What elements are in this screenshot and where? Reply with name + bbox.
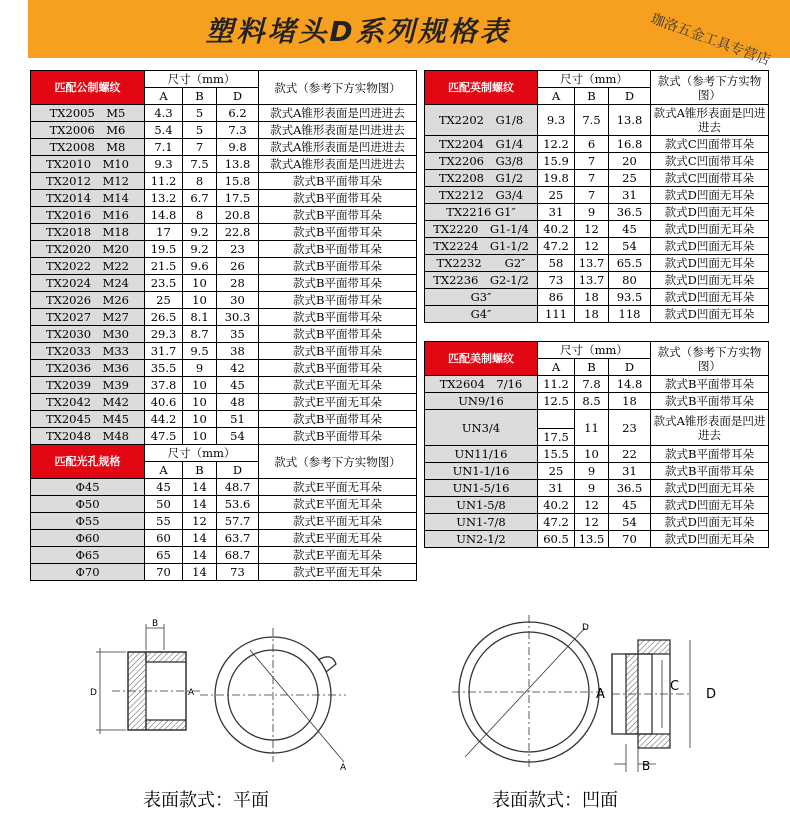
spec-code: TX2012 M12 [31, 173, 145, 190]
spec-b: 11 [575, 410, 609, 446]
col-a-header: A [145, 462, 183, 479]
spec-a: 35.5 [145, 360, 183, 377]
spec-d: 45 [609, 497, 651, 514]
spec-b: 18 [575, 289, 609, 306]
spec-b: 9.2 [183, 224, 217, 241]
spec-a: 47.5 [145, 428, 183, 445]
spec-code: TX2036 M36 [31, 360, 145, 377]
spec-a: 11.2 [538, 376, 575, 393]
spec-code: UN11/16 [425, 446, 538, 463]
spec-style: 款式D凹面无耳朵 [651, 497, 769, 514]
spec-style: 款式D凹面无耳朵 [651, 221, 769, 238]
spec-d: 16.8 [609, 136, 651, 153]
spec-style: 款式A锥形表面是凹进进去 [259, 105, 417, 122]
spec-d: 7.3 [217, 122, 259, 139]
spec-code: TX2208 G1/2 [425, 170, 538, 187]
style-header: 款式（参考下方实物图） [651, 342, 769, 376]
spec-style: 款式B平面带耳朵 [259, 360, 417, 377]
spec-d: 45 [217, 377, 259, 394]
spec-d: 53.6 [217, 496, 259, 513]
spec-style: 款式B平面带耳朵 [651, 393, 769, 410]
spec-a: 5.4 [145, 122, 183, 139]
flat-label-b: B [152, 619, 159, 629]
spec-style: 款式C凹面带耳朵 [651, 136, 769, 153]
spec-d: 65.5 [609, 255, 651, 272]
spec-d: 68.7 [217, 547, 259, 564]
spec-style: 款式E平面无耳朵 [259, 377, 417, 394]
spec-a: 25 [538, 187, 575, 204]
spec-b: 12 [183, 513, 217, 530]
concave-label-a: A [596, 687, 605, 702]
spec-a: 17.5 [538, 429, 575, 446]
size-header: 尺寸（mm） [145, 71, 259, 88]
spec-d: 6.2 [217, 105, 259, 122]
spec-a: 60 [145, 530, 183, 547]
spec-a: 12.2 [538, 136, 575, 153]
spec-d: 26 [217, 258, 259, 275]
spec-a: 12.5 [538, 393, 575, 410]
spec-d: 13.8 [609, 105, 651, 136]
spec-b: 12 [575, 238, 609, 255]
caption-concave: 表面款式：凹面 [492, 790, 618, 811]
concave-front-view [452, 615, 606, 770]
spec-code: UN1-5/8 [425, 497, 538, 514]
flat-front-label-a: A [340, 763, 347, 773]
spec-a: 26.5 [145, 309, 183, 326]
spec-style: 款式E平面无耳朵 [259, 530, 417, 547]
spec-d: 20 [609, 153, 651, 170]
spec-style: 款式B平面带耳朵 [259, 326, 417, 343]
spec-style: 款式E平面无耳朵 [259, 496, 417, 513]
spec-style: 款式D凹面无耳朵 [651, 480, 769, 497]
spec-d: 30.3 [217, 309, 259, 326]
spec-a: 7.1 [145, 139, 183, 156]
spec-style: 款式B平面带耳朵 [651, 446, 769, 463]
spec-code: TX2204 G1/4 [425, 136, 538, 153]
spec-style: 款式B平面带耳朵 [259, 292, 417, 309]
spec-code: TX2236 G2-1/2 [425, 272, 538, 289]
spec-style: 款式D凹面无耳朵 [651, 255, 769, 272]
spec-style: 款式A锥形表面是凹进进去 [651, 105, 769, 136]
spec-d: 31 [609, 463, 651, 480]
spec-code: TX2027 M27 [31, 309, 145, 326]
spec-a: 31 [538, 480, 575, 497]
spec-code: TX2220 G1-1/4 [425, 221, 538, 238]
spec-d: 28 [217, 275, 259, 292]
spec-b: 7.8 [575, 376, 609, 393]
spec-b: 9 [575, 204, 609, 221]
spec-b: 12 [575, 514, 609, 531]
spec-b: 7.5 [575, 105, 609, 136]
spec-a: 9.3 [538, 105, 575, 136]
spec-style: 款式B平面带耳朵 [651, 463, 769, 480]
concave-label-b: B [642, 759, 651, 773]
spec-d: 80 [609, 272, 651, 289]
spec-style: 款式D凹面无耳朵 [651, 531, 769, 548]
style-header: 款式（参考下方实物图） [651, 71, 769, 105]
spec-a: 37.8 [145, 377, 183, 394]
spec-b: 7 [575, 153, 609, 170]
spec-code: TX2022 M22 [31, 258, 145, 275]
spec-a: 86 [538, 289, 575, 306]
spec-b: 10 [183, 292, 217, 309]
spec-a: 70 [145, 564, 183, 581]
col-b-header: B [183, 88, 217, 105]
spec-code: TX2232 G2″ [425, 255, 538, 272]
spec-d: 30 [217, 292, 259, 309]
spec-b: 10 [183, 411, 217, 428]
spec-a: 9.3 [145, 156, 183, 173]
spec-a: 58 [538, 255, 575, 272]
spec-b: 10 [183, 394, 217, 411]
spec-b: 7.5 [183, 156, 217, 173]
spec-b: 13.7 [575, 255, 609, 272]
spec-b: 6.7 [183, 190, 217, 207]
col-b-header: B [183, 462, 217, 479]
spec-d: 73 [217, 564, 259, 581]
spec-a: 17 [145, 224, 183, 241]
spec-code: Φ65 [31, 547, 145, 564]
flat-label-d: D [90, 688, 97, 698]
spec-b: 9 [183, 360, 217, 377]
spec-a: 50 [145, 496, 183, 513]
spec-b: 7 [575, 187, 609, 204]
spec-code: UN1-1/16 [425, 463, 538, 480]
spec-d: 42 [217, 360, 259, 377]
spec-code: UN9/16 [425, 393, 538, 410]
spec-code: TX2020 M20 [31, 241, 145, 258]
spec-code: TX2206 G3/8 [425, 153, 538, 170]
spec-code: Φ70 [31, 564, 145, 581]
spec-d: 15.8 [217, 173, 259, 190]
spec-code: TX2202 G1/8 [425, 105, 538, 136]
spec-style: 款式B平面带耳朵 [259, 428, 417, 445]
spec-b: 9.2 [183, 241, 217, 258]
spec-d: 20.8 [217, 207, 259, 224]
spec-d: 18 [609, 393, 651, 410]
spec-code: TX2045 M45 [31, 411, 145, 428]
spec-b: 12 [575, 497, 609, 514]
spec-code: TX2216 G1″ [425, 204, 538, 221]
spec-b: 9.6 [183, 258, 217, 275]
spec-code: TX2212 G3/4 [425, 187, 538, 204]
spec-a: 40.2 [538, 221, 575, 238]
spec-style: 款式A锥形表面是凹进进去 [651, 410, 769, 446]
concave-label-d: D [706, 687, 717, 702]
spec-style: 款式A锥形表面是凹进进去 [259, 156, 417, 173]
flat-side-view [96, 624, 200, 734]
spec-a: 44.2 [145, 411, 183, 428]
spec-code: Φ55 [31, 513, 145, 530]
flat-front-view [200, 628, 346, 762]
spec-d: 48.7 [217, 479, 259, 496]
spec-a: 55 [145, 513, 183, 530]
spec-style: 款式A锥形表面是凹进进去 [259, 139, 417, 156]
spec-b: 7 [575, 170, 609, 187]
spec-style: 款式B平面带耳朵 [259, 411, 417, 428]
spec-style: 款式B平面带耳朵 [259, 207, 417, 224]
spec-code: G4″ [425, 306, 538, 323]
spec-code: TX2018 M18 [31, 224, 145, 241]
spec-style: 款式B平面带耳朵 [259, 258, 417, 275]
col-a-header: A [538, 88, 575, 105]
spec-style: 款式E平面无耳朵 [259, 547, 417, 564]
size-header: 尺寸（mm） [538, 71, 651, 88]
spec-code: UN1-7/8 [425, 514, 538, 531]
section-label-imperial: 匹配英制螺纹 [425, 71, 538, 105]
spec-d: 35 [217, 326, 259, 343]
col-d-header: D [217, 462, 259, 479]
spec-a: 15.9 [538, 153, 575, 170]
col-b-header: B [575, 359, 609, 376]
spec-code: TX2008 M8 [31, 139, 145, 156]
spec-b: 7 [183, 139, 217, 156]
spec-d: 45 [609, 221, 651, 238]
spec-b: 10 [183, 428, 217, 445]
spec-style: 款式B平面带耳朵 [259, 343, 417, 360]
spec-d: 9.8 [217, 139, 259, 156]
spec-code: UN1-5/16 [425, 480, 538, 497]
spec-a: 40.2 [538, 497, 575, 514]
spec-code: TX2039 M39 [31, 377, 145, 394]
spec-b: 18 [575, 306, 609, 323]
spec-b: 8.5 [575, 393, 609, 410]
spec-d: 13.8 [217, 156, 259, 173]
section-label-metric: 匹配公制螺纹 [31, 71, 145, 105]
spec-a: 25 [538, 463, 575, 480]
spec-style: 款式E平面无耳朵 [259, 394, 417, 411]
spec-code: TX2006 M6 [31, 122, 145, 139]
spec-code: TX2010 M10 [31, 156, 145, 173]
spec-code: TX2048 M48 [31, 428, 145, 445]
spec-b: 10 [183, 275, 217, 292]
spec-code: TX2604 7/16 [425, 376, 538, 393]
concave-label-c: C [670, 679, 680, 694]
spec-d: 22.8 [217, 224, 259, 241]
spec-b: 14 [183, 564, 217, 581]
spec-code: Φ50 [31, 496, 145, 513]
spec-style: 款式E平面无耳朵 [259, 513, 417, 530]
spec-a: 47.2 [538, 514, 575, 531]
spec-b: 8 [183, 173, 217, 190]
spec-d: 63.7 [217, 530, 259, 547]
spec-style: 款式C凹面带耳朵 [651, 153, 769, 170]
spec-a: 29.3 [145, 326, 183, 343]
spec-d: 36.5 [609, 204, 651, 221]
spec-b: 5 [183, 122, 217, 139]
spec-b: 12 [575, 221, 609, 238]
spec-b: 5 [183, 105, 217, 122]
spec-d: 25 [609, 170, 651, 187]
spec-d: 93.5 [609, 289, 651, 306]
spec-b: 8.1 [183, 309, 217, 326]
spec-b: 6 [575, 136, 609, 153]
spec-style: 款式C凹面带耳朵 [651, 170, 769, 187]
spec-style: 款式B平面带耳朵 [259, 275, 417, 292]
spec-a: 47.2 [538, 238, 575, 255]
spec-d: 51 [217, 411, 259, 428]
spec-d: 38 [217, 343, 259, 360]
spec-b: 13.7 [575, 272, 609, 289]
size-header: 尺寸（mm） [145, 445, 259, 462]
col-d-header: D [609, 88, 651, 105]
spec-style: 款式D凹面无耳朵 [651, 514, 769, 531]
spec-code: TX2014 M14 [31, 190, 145, 207]
concave-front-label-d: D [582, 623, 589, 633]
spec-a: 19.5 [145, 241, 183, 258]
spec-a: 21.5 [145, 258, 183, 275]
spec-d: 118 [609, 306, 651, 323]
spec-b: 14 [183, 496, 217, 513]
spec-d: 54 [609, 238, 651, 255]
spec-b: 8 [183, 207, 217, 224]
store-watermark: 珈洛五金工具专营店 [648, 10, 773, 69]
concave-side-view [612, 640, 690, 772]
spec-b: 14 [183, 547, 217, 564]
spec-d: 31 [609, 187, 651, 204]
spec-style: 款式E平面无耳朵 [259, 564, 417, 581]
spec-code: UN2-1/2 [425, 531, 538, 548]
spec-a: 4.3 [145, 105, 183, 122]
spec-d: 23 [217, 241, 259, 258]
col-d-header: D [609, 359, 651, 376]
spec-b: 9 [575, 463, 609, 480]
col-b-header: B [575, 88, 609, 105]
spec-d: 70 [609, 531, 651, 548]
spec-b: 14 [183, 479, 217, 496]
spec-code: TX2224 G1-1/2 [425, 238, 538, 255]
spec-code: TX2042 M42 [31, 394, 145, 411]
col-d-header: D [217, 88, 259, 105]
spec-code: TX2016 M16 [31, 207, 145, 224]
spec-code: TX2005 M5 [31, 105, 145, 122]
spec-a: 14.8 [145, 207, 183, 224]
spec-a: 60.5 [538, 531, 575, 548]
style-header: 款式（参考下方实物图） [259, 445, 417, 479]
spec-a: 31.7 [145, 343, 183, 360]
spec-a: 45 [145, 479, 183, 496]
spec-code: TX2026 M26 [31, 292, 145, 309]
spec-b: 9.5 [183, 343, 217, 360]
spec-d: 36.5 [609, 480, 651, 497]
spec-a: 73 [538, 272, 575, 289]
col-a-header: A [145, 88, 183, 105]
spec-code: Φ60 [31, 530, 145, 547]
spec-d: 54 [609, 514, 651, 531]
spec-b: 13.5 [575, 531, 609, 548]
spec-code: TX2033 M33 [31, 343, 145, 360]
spec-a: 23.5 [145, 275, 183, 292]
spec-style: 款式B平面带耳朵 [651, 376, 769, 393]
spec-a: 11.2 [145, 173, 183, 190]
spec-d: 54 [217, 428, 259, 445]
spec-a: 15.5 [538, 446, 575, 463]
spec-d: 57.7 [217, 513, 259, 530]
spec-style: 款式D凹面无耳朵 [651, 238, 769, 255]
spec-b: 9 [575, 480, 609, 497]
spec-d: 23 [609, 410, 651, 446]
spec-style: 款式B平面带耳朵 [259, 241, 417, 258]
flat-label-a: A [188, 688, 195, 698]
spec-style: 款式D凹面无耳朵 [651, 204, 769, 221]
col-a-header: A [538, 359, 575, 376]
spec-a: 13.2 [145, 190, 183, 207]
caption-flat: 表面款式：平面 [143, 790, 269, 811]
spec-style: 款式A锥形表面是凹进进去 [259, 122, 417, 139]
spec-b: 14 [183, 530, 217, 547]
spec-d: 22 [609, 446, 651, 463]
spec-b: 10 [183, 377, 217, 394]
spec-a: 25 [145, 292, 183, 309]
spec-style: 款式B平面带耳朵 [259, 224, 417, 241]
spec-style: 款式B平面带耳朵 [259, 190, 417, 207]
spec-a: 111 [538, 306, 575, 323]
spec-code: TX2024 M24 [31, 275, 145, 292]
section-label-hole: 匹配光孔规格 [31, 445, 145, 479]
spec-d: 14.8 [609, 376, 651, 393]
spec-style: 款式D凹面无耳朵 [651, 289, 769, 306]
spec-b: 10 [575, 446, 609, 463]
spec-style: 款式D凹面无耳朵 [651, 306, 769, 323]
spec-style: 款式D凹面无耳朵 [651, 272, 769, 289]
spec-code: G3″ [425, 289, 538, 306]
spec-code: Φ45 [31, 479, 145, 496]
style-header: 款式（参考下方实物图） [259, 71, 417, 105]
spec-style: 款式B平面带耳朵 [259, 309, 417, 326]
spec-a: 65 [145, 547, 183, 564]
spec-style: 款式B平面带耳朵 [259, 173, 417, 190]
spec-style: 款式E平面无耳朵 [259, 479, 417, 496]
section-label-american: 匹配美制螺纹 [425, 342, 538, 376]
spec-d: 48 [217, 394, 259, 411]
page-title: 塑料堵头D系列规格表 [205, 15, 511, 48]
spec-d: 17.5 [217, 190, 259, 207]
spec-code: TX2030 M30 [31, 326, 145, 343]
spec-a: 31 [538, 204, 575, 221]
spec-style: 款式D凹面无耳朵 [651, 187, 769, 204]
spec-b: 8.7 [183, 326, 217, 343]
spec-a: 40.6 [145, 394, 183, 411]
spec-code: UN3/4 [425, 410, 538, 446]
spec-a: 19.8 [538, 170, 575, 187]
size-header: 尺寸（mm） [538, 342, 651, 359]
